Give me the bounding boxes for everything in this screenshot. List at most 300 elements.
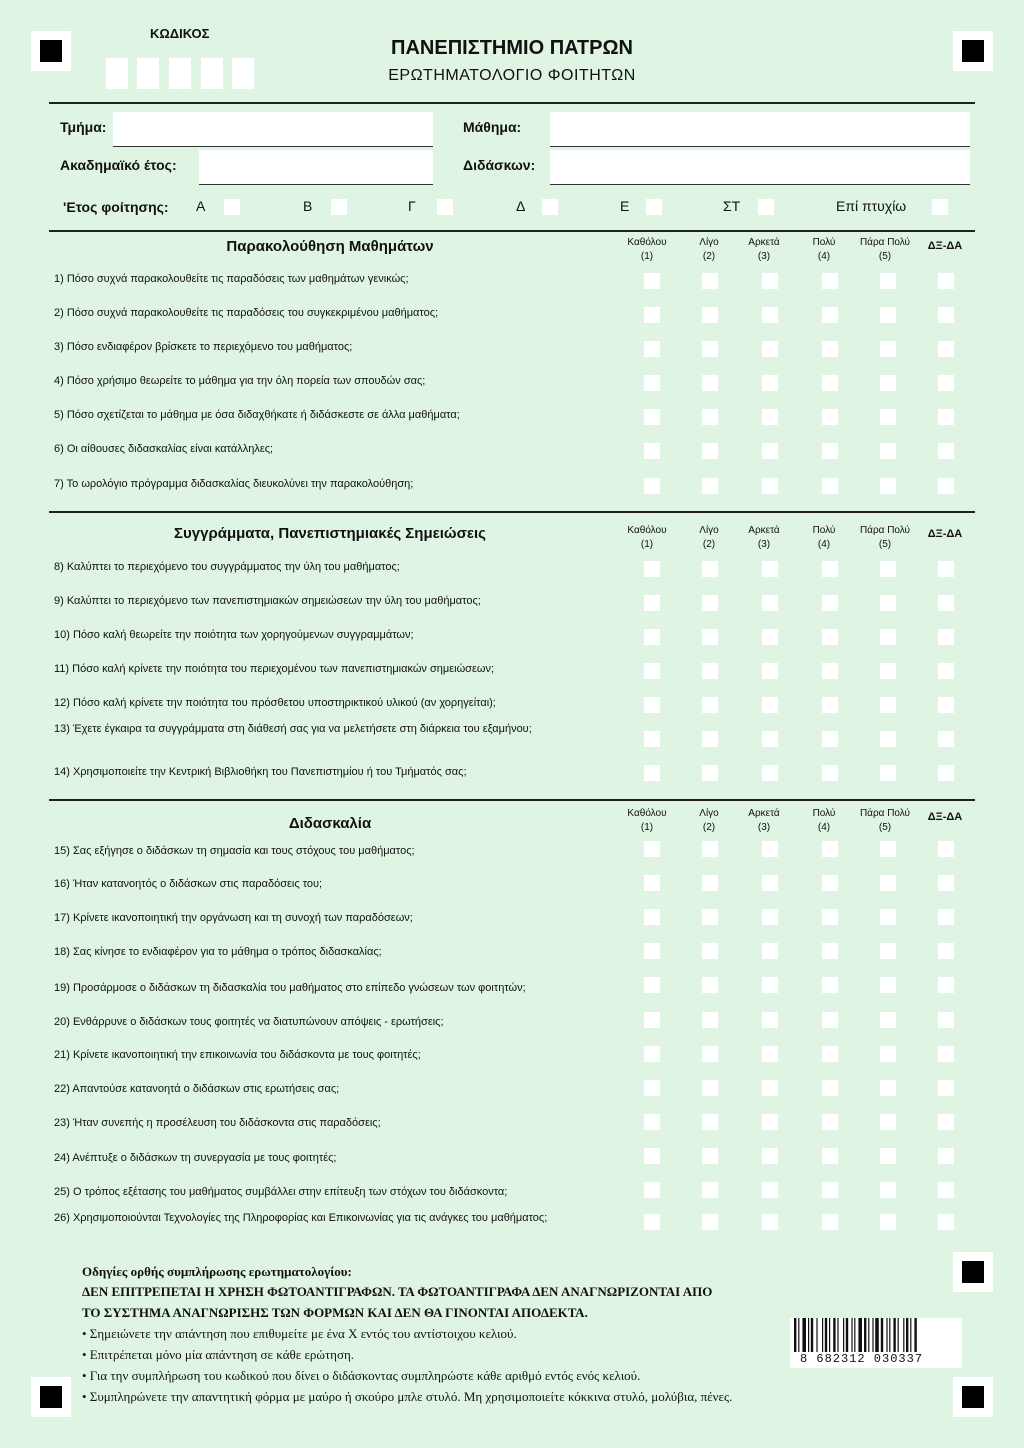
answer-checkbox[interactable] (702, 443, 718, 459)
study-year-label: 'Ετος φοίτησης: (63, 199, 169, 215)
scale-column-header (619, 524, 675, 552)
answer-checkbox[interactable] (880, 765, 896, 781)
study-year-checkbox[interactable] (437, 199, 453, 215)
answer-checkbox[interactable] (644, 1214, 660, 1230)
question-text: 6) Οι αίθουσες διδασκαλίας είναι κατάλληλες; (54, 443, 274, 455)
barcode-bar (802, 1318, 806, 1352)
answer-checkbox[interactable] (938, 1080, 954, 1096)
scale-name: Λίγο (699, 237, 719, 248)
answer-checkbox[interactable] (822, 273, 838, 289)
section-divider (49, 799, 975, 801)
answer-checkbox[interactable] (880, 1182, 896, 1198)
scale-column-header (917, 810, 973, 824)
answer-checkbox[interactable] (762, 341, 778, 357)
scale-number: (3) (757, 251, 771, 262)
barcode-bar (858, 1318, 862, 1352)
answer-checkbox[interactable] (938, 409, 954, 425)
study-year-checkbox[interactable] (932, 199, 948, 215)
study-year-option-label: ΣΤ (723, 198, 741, 214)
answer-checkbox[interactable] (702, 561, 718, 577)
answer-checkbox[interactable] (938, 478, 954, 494)
answer-checkbox[interactable] (880, 409, 896, 425)
scale-name: Πάρα Πολύ (859, 525, 911, 536)
answer-checkbox[interactable] (644, 1182, 660, 1198)
answer-checkbox[interactable] (702, 909, 718, 925)
question-text: 11) Πόσο καλή κρίνετε την ποιότητα του περιεχομένου των πανεπιστημιακών σημειώσεων; (54, 663, 495, 675)
answer-checkbox[interactable] (644, 409, 660, 425)
answer-checkbox[interactable] (702, 307, 718, 323)
scale-name: Πολύ (812, 808, 836, 819)
answer-checkbox[interactable] (938, 1012, 954, 1028)
answer-checkbox[interactable] (702, 1148, 718, 1164)
university-title: ΠΑΝΕΠΙΣΤΗΜΙΟ ΠΑΤΡΩΝ (391, 37, 633, 59)
answer-checkbox[interactable] (762, 595, 778, 611)
answer-checkbox[interactable] (938, 841, 954, 857)
answer-checkbox[interactable] (880, 697, 896, 713)
course-label: Μάθημα: (463, 119, 522, 135)
answer-checkbox[interactable] (822, 443, 838, 459)
answer-checkbox[interactable] (822, 375, 838, 391)
barcode-bar (864, 1318, 866, 1352)
scale-number: (5) (878, 251, 892, 262)
answer-checkbox[interactable] (822, 943, 838, 959)
question-text: 3) Πόσο ενδιαφέρον βρίσκετε το περιεχόμενο του μαθήματος; (54, 341, 353, 353)
answer-checkbox[interactable] (762, 1012, 778, 1028)
scale-name: Λίγο (699, 525, 719, 536)
instruction-bullet: • Συμπληρώνετε την απαντητική φόρμα με μαύρο ή σκούρο μπλε στυλό. Μη χρησιμοποιείτε κόκκινα στυλό, μολύβια, πένες. (82, 1389, 733, 1404)
question-text: 17) Κρίνετε ικανοποιητική την οργάνωση και τη συνοχή των παραδόσεων; (54, 912, 413, 924)
answer-checkbox[interactable] (822, 478, 838, 494)
answer-checkbox[interactable] (880, 943, 896, 959)
answer-checkbox[interactable] (938, 697, 954, 713)
answer-checkbox[interactable] (938, 875, 954, 891)
scale-number: (5) (878, 822, 892, 833)
answer-checkbox[interactable] (880, 443, 896, 459)
scale-column-header (681, 807, 737, 835)
answer-checkbox[interactable] (644, 1046, 660, 1062)
answer-checkbox[interactable] (644, 595, 660, 611)
answer-checkbox[interactable] (822, 663, 838, 679)
answer-checkbox[interactable] (702, 409, 718, 425)
answer-checkbox[interactable] (880, 273, 896, 289)
section-divider (49, 230, 975, 232)
answer-checkbox[interactable] (702, 943, 718, 959)
photocopy-warning-line2: ΤΟ ΣΥΣΤΗΜΑ ΑΝΑΓΝΩΡΙΣΗΣ ΤΩΝ ΦΟΡΜΩΝ ΚΑΙ ΔΕΝ ΘΑ ΓΙΝΟΝΤΑΙ ΑΠΟΔΕΚΤΑ. (82, 1305, 588, 1320)
barcode-bar (906, 1318, 908, 1352)
barcode-bar (910, 1318, 911, 1352)
study-year-checkbox[interactable] (542, 199, 558, 215)
code-digit-box[interactable] (137, 58, 159, 89)
answer-checkbox[interactable] (880, 663, 896, 679)
answer-checkbox[interactable] (702, 977, 718, 993)
answer-checkbox[interactable] (880, 629, 896, 645)
answer-checkbox[interactable] (880, 595, 896, 611)
scale-column-header (857, 807, 913, 835)
registration-mark-top-right (953, 31, 993, 71)
question-text: 5) Πόσο σχετίζεται το μάθημα με όσα διδαχθήκατε ή διδάσκεστε σε άλλα μαθήματα; (54, 409, 460, 421)
question-text: 7) Το ωρολόγιο πρόγραμμα διδασκαλίας διευκολύνει την παρακολούθηση; (54, 478, 414, 490)
question-text: 9) Καλύπτει το περιεχόμενο των πανεπιστημιακών σημειώσεων την ύλη του μαθήματος; (54, 595, 481, 607)
barcode-bar (794, 1318, 796, 1352)
answer-checkbox[interactable] (702, 1114, 718, 1130)
scale-number: (3) (757, 539, 771, 550)
answer-checkbox[interactable] (762, 1046, 778, 1062)
study-year-option-label: Δ (516, 198, 526, 214)
answer-checkbox[interactable] (644, 307, 660, 323)
section-divider (49, 511, 975, 513)
question-text: 10) Πόσο καλή θεωρείτε την ποιότητα των χορηγούμενων συγγραμμάτων; (54, 629, 414, 641)
answer-checkbox[interactable] (880, 909, 896, 925)
scale-column-header (619, 236, 675, 264)
answer-checkbox[interactable] (702, 765, 718, 781)
instruction-bullet: • Επιτρέπεται μόνο μία απάντηση σε κάθε ερώτηση. (82, 1347, 355, 1362)
answer-checkbox[interactable] (762, 977, 778, 993)
question-text: 19) Προσάρμοσε ο διδάσκων τη διδασκαλία του μαθήματος στο επίπεδο γνώσεων των φοιτητών; (54, 982, 526, 994)
answer-checkbox[interactable] (644, 629, 660, 645)
scale-name: Αρκετά (748, 525, 780, 536)
answer-checkbox[interactable] (702, 375, 718, 391)
barcode-bar (886, 1318, 887, 1352)
answer-checkbox[interactable] (938, 765, 954, 781)
answer-checkbox[interactable] (822, 561, 838, 577)
answer-checkbox[interactable] (822, 409, 838, 425)
answer-checkbox[interactable] (762, 1182, 778, 1198)
scale-name: Αρκετά (748, 237, 780, 248)
answer-checkbox[interactable] (644, 663, 660, 679)
question-text: 21) Κρίνετε ικανοποιητική την επικοινωνία του διδάσκοντα με τους φοιτητές; (54, 1049, 421, 1061)
scale-column-header (917, 527, 973, 541)
question-text: 14) Χρησιμοποιείτε την Κεντρική Βιβλιοθήκη του Πανεπιστημίου ή του Τμήματός σας; (54, 766, 467, 778)
answer-checkbox[interactable] (702, 273, 718, 289)
answer-checkbox[interactable] (644, 841, 660, 857)
scale-column-header (681, 236, 737, 264)
barcode-bar (808, 1318, 809, 1352)
answer-checkbox[interactable] (702, 1012, 718, 1028)
answer-checkbox[interactable] (938, 1046, 954, 1062)
code-digit-box[interactable] (232, 58, 254, 89)
barcode-bar (843, 1318, 844, 1352)
answer-checkbox[interactable] (644, 909, 660, 925)
answer-checkbox[interactable] (762, 841, 778, 857)
answer-checkbox[interactable] (762, 663, 778, 679)
question-text: 16) Ήταν κατανοητός ο διδάσκων στις παραδόσεις του; (54, 878, 323, 890)
scale-column-header (796, 524, 852, 552)
answer-checkbox[interactable] (702, 595, 718, 611)
answer-checkbox[interactable] (822, 765, 838, 781)
question-text: 18) Σας κίνησε το ενδιαφέρον για το μάθημα ο τρόπος διδασκαλίας; (54, 946, 382, 958)
answer-checkbox[interactable] (644, 443, 660, 459)
answer-checkbox[interactable] (938, 977, 954, 993)
answer-checkbox[interactable] (822, 977, 838, 993)
barcode-bar (811, 1318, 813, 1352)
answer-checkbox[interactable] (880, 307, 896, 323)
code-digit-box[interactable] (106, 58, 128, 89)
scale-column-header (796, 236, 852, 264)
photocopy-warning-line1: ΔΕΝ ΕΠΙΤΡΕΠΕΤΑΙ Η ΧΡΗΣΗ ΦΩΤΟΑΝΤΙΓΡΑΦΩΝ. ΤΑ ΦΩΤΟΑΝΤΙΓΡΑΦΑ ΔΕΝ ΑΝΑΓΝΩΡΙΖΟΝΤΑΙ ΑΠΟ (82, 1284, 713, 1299)
answer-checkbox[interactable] (822, 341, 838, 357)
answer-checkbox[interactable] (762, 375, 778, 391)
question-text: 25) Ο τρόπος εξέτασης του μαθήματος συμβάλλει στην επίτευξη των στόχων του διδάσκοντα; (54, 1186, 508, 1198)
study-year-option-label: Γ (408, 198, 416, 214)
answer-checkbox[interactable] (938, 629, 954, 645)
question-text: 22) Απαντούσε κατανοητά ο διδάσκων στις ερωτήσεις σας; (54, 1083, 340, 1095)
course-field[interactable] (550, 112, 970, 147)
academic-year-field[interactable] (199, 150, 433, 185)
answer-checkbox[interactable] (644, 1080, 660, 1096)
scale-number: (3) (757, 822, 771, 833)
question-text: 13) Έχετε έγκαιρα τα συγγράμματα στη διάθεσή σας για να μελετήσετε στη διάρκεια του εξαμήνου; (54, 723, 532, 735)
scale-number: (4) (817, 822, 831, 833)
study-year-checkbox[interactable] (224, 199, 240, 215)
section-title: Συγγράμματα, Πανεπιστημιακές Σημειώσεις (174, 525, 486, 542)
study-year-checkbox[interactable] (646, 199, 662, 215)
answer-checkbox[interactable] (762, 765, 778, 781)
question-text: 1) Πόσο συχνά παρακολουθείτε τις παραδόσεις των μαθημάτων γενικώς; (54, 273, 409, 285)
department-field[interactable] (113, 112, 433, 147)
scale-column-header (681, 524, 737, 552)
answer-checkbox[interactable] (762, 875, 778, 891)
answer-checkbox[interactable] (702, 841, 718, 857)
scale-name: Καθόλου (627, 525, 667, 536)
question-text: 23) Ήταν συνεπής η προσέλευση του διδάσκοντα στις παραδόσεις; (54, 1117, 381, 1129)
answer-checkbox[interactable] (644, 1148, 660, 1164)
answer-checkbox[interactable] (880, 478, 896, 494)
study-year-checkbox[interactable] (758, 199, 774, 215)
answer-checkbox[interactable] (644, 731, 660, 747)
answer-checkbox[interactable] (880, 341, 896, 357)
instruction-bullet: • Σημειώνετε την απάντηση που επιθυμείτε με ένα Χ εντός του αντίστοιχου κελιού. (82, 1326, 517, 1341)
answer-checkbox[interactable] (762, 1080, 778, 1096)
answer-checkbox[interactable] (822, 1046, 838, 1062)
form-title: ΕΡΩΤΗΜΑΤΟΛΟΓΙΟ ΦΟΙΤΗΤΩΝ (388, 67, 636, 84)
answer-checkbox[interactable] (644, 943, 660, 959)
answer-checkbox[interactable] (762, 409, 778, 425)
section-title: Παρακολούθηση Μαθημάτων (226, 238, 434, 255)
scale-number: (1) (640, 539, 654, 550)
answer-checkbox[interactable] (644, 1012, 660, 1028)
barcode-bar (889, 1318, 890, 1352)
answer-checkbox[interactable] (822, 909, 838, 925)
answer-checkbox[interactable] (938, 943, 954, 959)
scale-column-header (796, 807, 852, 835)
answer-checkbox[interactable] (880, 561, 896, 577)
instructions-title: Οδηγίες ορθής συμπλήρωσης ερωτηματολογίου: (82, 1264, 352, 1279)
answer-checkbox[interactable] (822, 629, 838, 645)
answer-checkbox[interactable] (822, 595, 838, 611)
question-text: 15) Σας εξήγησε ο διδάσκων τη σημασία και τους στόχους του μαθήματος; (54, 845, 415, 857)
answer-checkbox[interactable] (880, 1046, 896, 1062)
barcode-bar (829, 1318, 830, 1352)
scale-number: (2) (702, 822, 716, 833)
answer-checkbox[interactable] (880, 1214, 896, 1230)
answer-checkbox[interactable] (938, 341, 954, 357)
barcode-bar (846, 1318, 848, 1352)
answer-checkbox[interactable] (702, 629, 718, 645)
study-year-option-label: Ε (620, 198, 630, 214)
answer-checkbox[interactable] (702, 1182, 718, 1198)
answer-checkbox[interactable] (880, 375, 896, 391)
barcode-bar (851, 1318, 852, 1352)
barcode-bar (822, 1318, 823, 1352)
answer-checkbox[interactable] (822, 1114, 838, 1130)
answer-checkbox[interactable] (702, 1046, 718, 1062)
answer-checkbox[interactable] (644, 1114, 660, 1130)
answer-checkbox[interactable] (762, 697, 778, 713)
department-label: Τμήμα: (60, 119, 107, 135)
answer-checkbox[interactable] (822, 1214, 838, 1230)
answer-checkbox[interactable] (762, 629, 778, 645)
answer-checkbox[interactable] (644, 875, 660, 891)
barcode-bar (854, 1318, 855, 1352)
scale-name: Αρκετά (748, 808, 780, 819)
answer-checkbox[interactable] (822, 1012, 838, 1028)
answer-checkbox[interactable] (644, 478, 660, 494)
answer-checkbox[interactable] (822, 731, 838, 747)
answer-checkbox[interactable] (762, 1214, 778, 1230)
academic-year-label: Ακαδημαϊκό έτος: (60, 157, 177, 173)
barcode-bar (893, 1318, 895, 1352)
answer-checkbox[interactable] (822, 1080, 838, 1096)
answer-checkbox[interactable] (938, 731, 954, 747)
answer-checkbox[interactable] (880, 1080, 896, 1096)
registration-mark-right-middle (953, 1252, 993, 1292)
answer-checkbox[interactable] (822, 841, 838, 857)
scale-column-header (857, 236, 913, 264)
scale-number: (1) (640, 251, 654, 262)
answer-checkbox[interactable] (762, 731, 778, 747)
scale-name: ΔΞ-ΔΑ (927, 811, 963, 823)
scale-name: ΔΞ-ΔΑ (927, 240, 963, 252)
scale-column-header (857, 524, 913, 552)
scale-name: Πολύ (812, 525, 836, 536)
answer-checkbox[interactable] (938, 561, 954, 577)
answer-checkbox[interactable] (938, 909, 954, 925)
study-year-option-label: Επί πτυχίω (836, 198, 907, 214)
answer-checkbox[interactable] (880, 977, 896, 993)
answer-checkbox[interactable] (702, 478, 718, 494)
code-label: ΚΩΔΙΚΟΣ (150, 26, 210, 41)
code-digit-box[interactable] (169, 58, 191, 89)
answer-checkbox[interactable] (702, 875, 718, 891)
barcode-bar (898, 1318, 899, 1352)
answer-checkbox[interactable] (644, 977, 660, 993)
scale-name: Πάρα Πολύ (859, 808, 911, 819)
answer-checkbox[interactable] (702, 341, 718, 357)
barcode-bar (903, 1318, 904, 1352)
scale-number: (4) (817, 539, 831, 550)
question-text: 8) Καλύπτει το περιεχόμενο του συγγράμματος την ύλη του μαθήματος; (54, 561, 400, 573)
answer-checkbox[interactable] (644, 765, 660, 781)
answer-checkbox[interactable] (644, 697, 660, 713)
answer-checkbox[interactable] (762, 1114, 778, 1130)
registration-mark-bottom-left (31, 1377, 71, 1417)
answer-checkbox[interactable] (702, 1080, 718, 1096)
scale-number: (4) (817, 251, 831, 262)
answer-checkbox[interactable] (938, 1214, 954, 1230)
scale-name: Λίγο (699, 808, 719, 819)
answer-checkbox[interactable] (762, 273, 778, 289)
barcode-bar (837, 1318, 838, 1352)
scale-number: (2) (702, 539, 716, 550)
answer-checkbox[interactable] (938, 1114, 954, 1130)
scale-name: Πολύ (812, 237, 836, 248)
instruction-bullet: • Για την συμπλήρωση του κωδικού που δίνει ο διδάσκοντας συμπληρώστε κάθε αριθμό εντός ενός κελιού. (82, 1368, 641, 1383)
scale-number: (5) (878, 539, 892, 550)
answer-checkbox[interactable] (644, 273, 660, 289)
answer-checkbox[interactable] (938, 595, 954, 611)
answer-checkbox[interactable] (938, 273, 954, 289)
answer-checkbox[interactable] (880, 875, 896, 891)
answer-checkbox[interactable] (938, 1148, 954, 1164)
answer-checkbox[interactable] (822, 875, 838, 891)
scale-name: ΔΞ-ΔΑ (927, 528, 963, 540)
barcode-number: 8 682312 030337 (800, 1352, 924, 1366)
study-year-option-label: Α (196, 198, 206, 214)
answer-checkbox[interactable] (762, 909, 778, 925)
answer-checkbox[interactable] (822, 307, 838, 323)
answer-checkbox[interactable] (702, 697, 718, 713)
answer-checkbox[interactable] (644, 561, 660, 577)
answer-checkbox[interactable] (762, 307, 778, 323)
answer-checkbox[interactable] (880, 1148, 896, 1164)
code-digit-box[interactable] (201, 58, 223, 89)
barcode-bar (833, 1318, 835, 1352)
scale-number: (2) (702, 251, 716, 262)
question-text: 20) Ενθάρρυνε ο διδάσκων τους φοιτητές να διατυπώνουν απόψεις - ερωτήσεις; (54, 1016, 444, 1028)
answer-checkbox[interactable] (644, 341, 660, 357)
question-text: 26) Χρησιμοποιούνται Τεχνολογίες της Πληροφορίας και Επικοινωνίας για τις ανάγκες του μαθήματος; (54, 1212, 548, 1224)
answer-checkbox[interactable] (880, 731, 896, 747)
answer-checkbox[interactable] (822, 1148, 838, 1164)
barcode-bar (872, 1318, 873, 1352)
scale-column-header (917, 239, 973, 253)
scale-name: Καθόλου (627, 808, 667, 819)
registration-mark-top-left (31, 31, 71, 71)
answer-checkbox[interactable] (762, 561, 778, 577)
answer-checkbox[interactable] (880, 1012, 896, 1028)
answer-checkbox[interactable] (880, 1114, 896, 1130)
scale-column-header (736, 236, 792, 264)
answer-checkbox[interactable] (702, 663, 718, 679)
instructor-field[interactable] (550, 150, 970, 185)
study-year-option-label: Β (303, 198, 313, 214)
scale-name: Καθόλου (627, 237, 667, 248)
answer-checkbox[interactable] (644, 375, 660, 391)
answer-checkbox[interactable] (938, 1182, 954, 1198)
answer-checkbox[interactable] (702, 731, 718, 747)
answer-checkbox[interactable] (938, 663, 954, 679)
answer-checkbox[interactable] (822, 697, 838, 713)
answer-checkbox[interactable] (938, 443, 954, 459)
answer-checkbox[interactable] (822, 1182, 838, 1198)
divider (49, 102, 975, 104)
question-text: 12) Πόσο καλή κρίνετε την ποιότητα του πρόσθετου υποστηρικτικού υλικού (αν χορηγείται); (54, 697, 496, 709)
answer-checkbox[interactable] (762, 478, 778, 494)
answer-checkbox[interactable] (762, 943, 778, 959)
answer-checkbox[interactable] (762, 1148, 778, 1164)
answer-checkbox[interactable] (702, 1214, 718, 1230)
question-text: 24) Ανέπτυξε ο διδάσκων τη συνεργασία με τους φοιτητές; (54, 1152, 337, 1164)
answer-checkbox[interactable] (880, 841, 896, 857)
answer-checkbox[interactable] (762, 443, 778, 459)
study-year-checkbox[interactable] (331, 199, 347, 215)
scale-number: (1) (640, 822, 654, 833)
barcode-bar (825, 1318, 827, 1352)
answer-checkbox[interactable] (938, 307, 954, 323)
barcode-bar (875, 1318, 879, 1352)
answer-checkbox[interactable] (938, 375, 954, 391)
section-title: Διδασκαλία (288, 815, 372, 832)
